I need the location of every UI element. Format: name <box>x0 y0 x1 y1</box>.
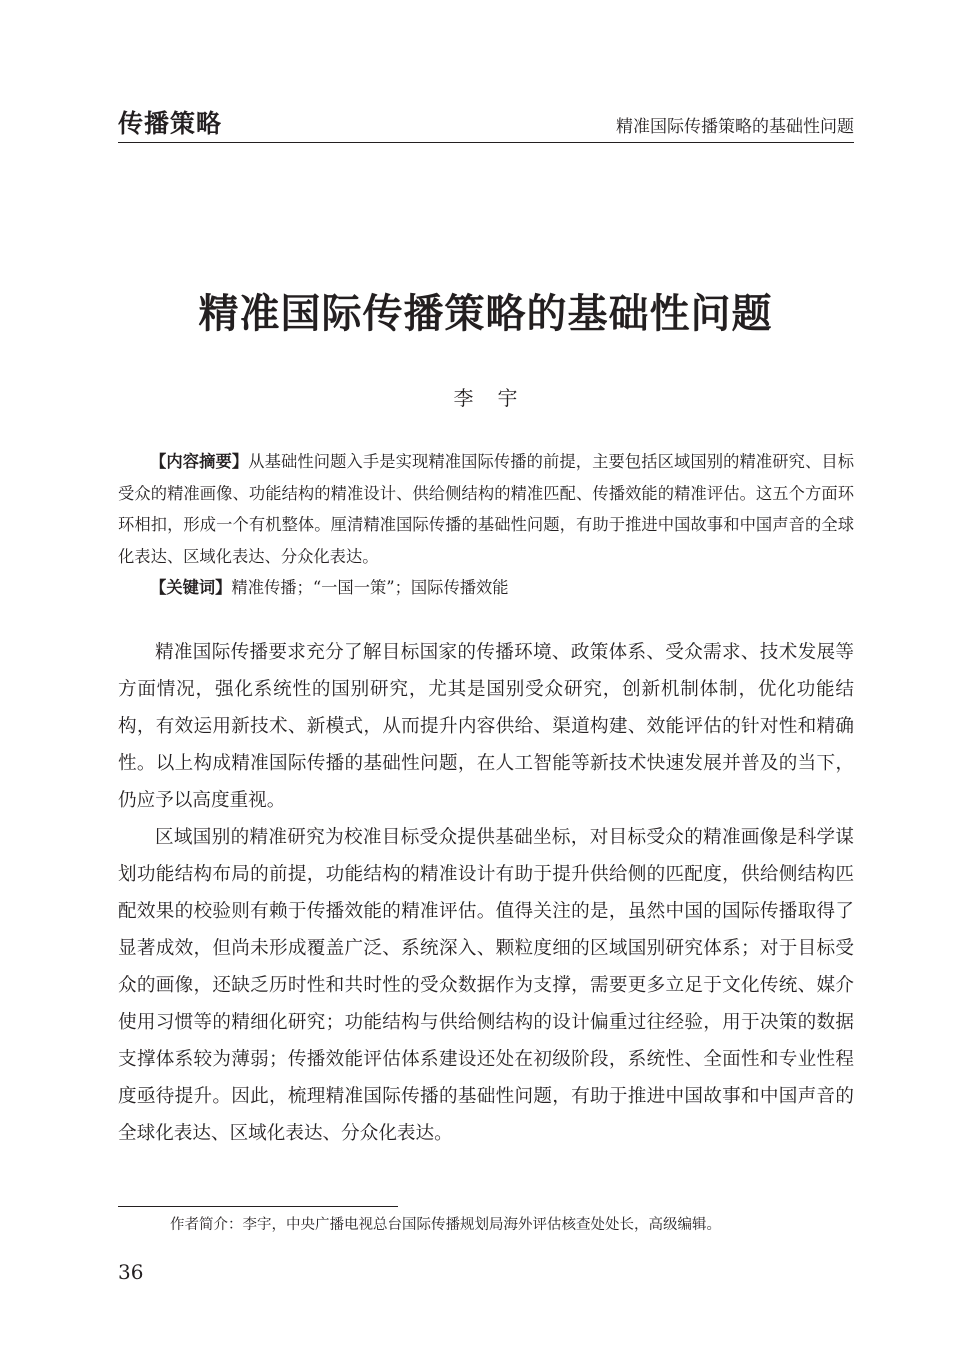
running-title: 精准国际传播策略的基础性问题 <box>616 117 854 137</box>
abstract <box>118 446 854 572</box>
abstract-text: 从基础性问题入手是实现精准国际传播的前提，主要包括区域国别的精准研究、目标受众的精准画像、功能结构的精准设计、供给侧结构的精准匹配、传播效能的精准评估。这五个方面环环相扣，形成一个有机整体。厘清精准国际传播的基础性问题，有助于推进中国故事和中国声音的全球化表达、区域化表达、分众化表达。 <box>118 452 854 566</box>
article-title: 精准国际传播策略的基础性问题 <box>198 291 773 337</box>
article-body <box>118 634 854 1152</box>
author-name: 李宇 <box>453 386 542 410</box>
page-number: 36 <box>118 1260 144 1284</box>
running-header <box>118 106 854 143</box>
body-paragraph-2: 区域国别的精准研究为校准目标受众提供基础坐标，对目标受众的精准画像是科学谋划功能结构布局的前提，功能结构的精准设计有助于提升供给侧的匹配度，供给侧结构匹配效果的校验则有赖于传播效能的精准评估。值得关注的是，虽然中国的国际传播取得了显著成效，但尚未形成覆盖广泛、系统深入、颗粒度细的区域国别研究体系；对于目标受众的画像，还缺乏历时性和共时性的受众数据作为支撑，需要更多立足于文化传统、媒介使用习惯等的精细化研究；功能结构与供给侧结构的设计偏重过往经验，用于决策的数据支撑体系较为薄弱；传播效能评估体系建设还处在初级阶段，系统性、全面性和专业性程度亟待提升。因此，梳理精准国际传播的基础性问题，有助于推进中国故事和中国声音的全球化表达、区域化表达、分众化表达。 <box>118 827 854 1144</box>
body-paragraph-1: 精准国际传播要求充分了解目标国家的传播环境、政策体系、受众需求、技术发展等方面情况，强化系统性的国别研究，尤其是国别受众研究，创新机制体制，优化功能结构，有效运用新技术、新模式，从而提升内容供给、渠道构建、效能评估的针对性和精确性。以上构成精准国际传播的基础性问题，在人工智能等新技术快速发展并普及的当下，仍应予以高度重视。 <box>118 642 854 811</box>
keywords-text: 精准传播；“一国一策”；国际传播效能 <box>231 578 509 597</box>
keywords <box>150 572 854 604</box>
author-bio-footnote: 作者简介：李宇，中央广播电视总台国际传播规划局海外评估核查处处长，高级编辑。 <box>170 1217 721 1233</box>
abstract-label: 【内容摘要】 <box>150 452 249 471</box>
section-name: 传播策略 <box>118 109 223 138</box>
keywords-label: 【关键词】 <box>150 578 232 597</box>
footnote-divider <box>118 1206 398 1207</box>
